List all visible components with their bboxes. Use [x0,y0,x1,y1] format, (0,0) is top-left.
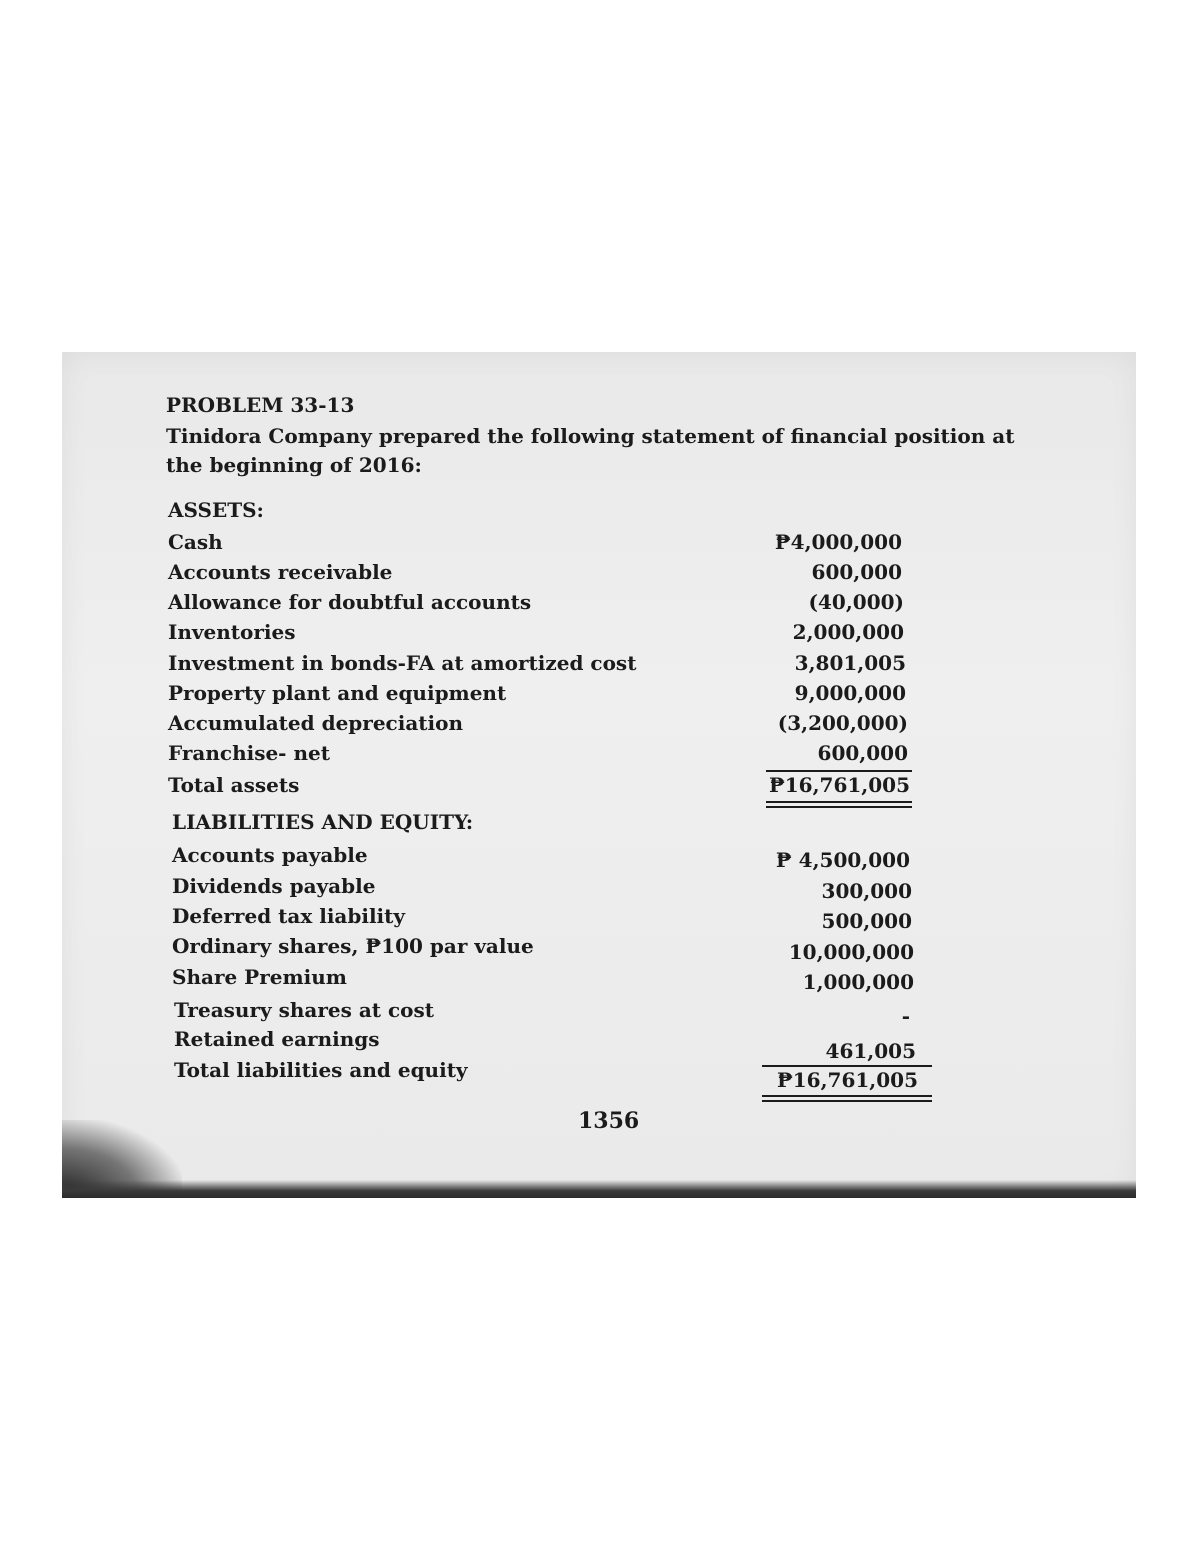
subtotal-underline [762,1065,932,1067]
asset-label: Accumulated depreciation [168,711,463,735]
asset-label: Property plant and equipment [168,681,507,705]
asset-label: Franchise- net [168,741,330,765]
liability-label: Dividends payable [172,874,376,898]
liability-amount: 300,000 [821,879,912,903]
total-liabilities-equity-amount: ₱16,761,005 [776,1068,918,1092]
problem-intro: Tinidora Company prepared the following statement of financial position at the beginning of 2016: [166,424,1015,477]
asset-label: Cash [168,530,223,554]
liability-amount: - [901,1004,910,1028]
asset-amount: 3,801,005 [794,651,906,675]
asset-label: Inventories [168,620,296,644]
total-assets-label: Total assets [168,773,300,797]
asset-amount: 600,000 [811,560,902,584]
liabilities-equity-heading: LIABILITIES AND EQUITY: [172,810,474,834]
asset-amount: ₱4,000,000 [774,530,902,554]
liability-amount: 500,000 [821,909,912,933]
liability-label: Retained earnings [174,1027,380,1051]
page-number: 1356 [578,1108,640,1134]
asset-label: Allowance for doubtful accounts [168,590,532,614]
asset-amount: 600,000 [817,741,908,765]
subtotal-underline [766,770,912,772]
problem-title: PROBLEM 33-13 [166,393,355,417]
liability-label: Share Premium [172,965,347,989]
liability-amount: 10,000,000 [788,940,914,964]
total-double-underline [762,1095,932,1097]
liability-amount: ₱ 4,500,000 [775,848,910,872]
liability-label: Ordinary shares, ₱100 par value [172,934,534,958]
total-assets-amount: ₱16,761,005 [768,773,910,797]
total-double-underline [766,806,912,808]
liability-amount: 1,000,000 [802,970,914,994]
asset-label: Investment in bonds-FA at amortized cost [168,651,637,675]
total-liabilities-equity-label: Total liabilities and equity [174,1058,468,1082]
asset-amount: (3,200,000) [777,711,908,735]
liability-label: Treasury shares at cost [174,998,434,1022]
asset-amount: 9,000,000 [794,681,906,705]
asset-amount: 2,000,000 [792,620,904,644]
total-double-underline [762,1100,932,1102]
liability-amount: 461,005 [825,1039,916,1063]
total-double-underline [766,801,912,803]
liability-label: Deferred tax liability [172,904,406,928]
asset-label: Accounts receivable [168,560,393,584]
liability-label: Accounts payable [172,843,368,867]
assets-heading: ASSETS: [168,498,264,522]
page-edge-shadow [62,1180,1136,1198]
asset-amount: (40,000) [808,590,904,614]
